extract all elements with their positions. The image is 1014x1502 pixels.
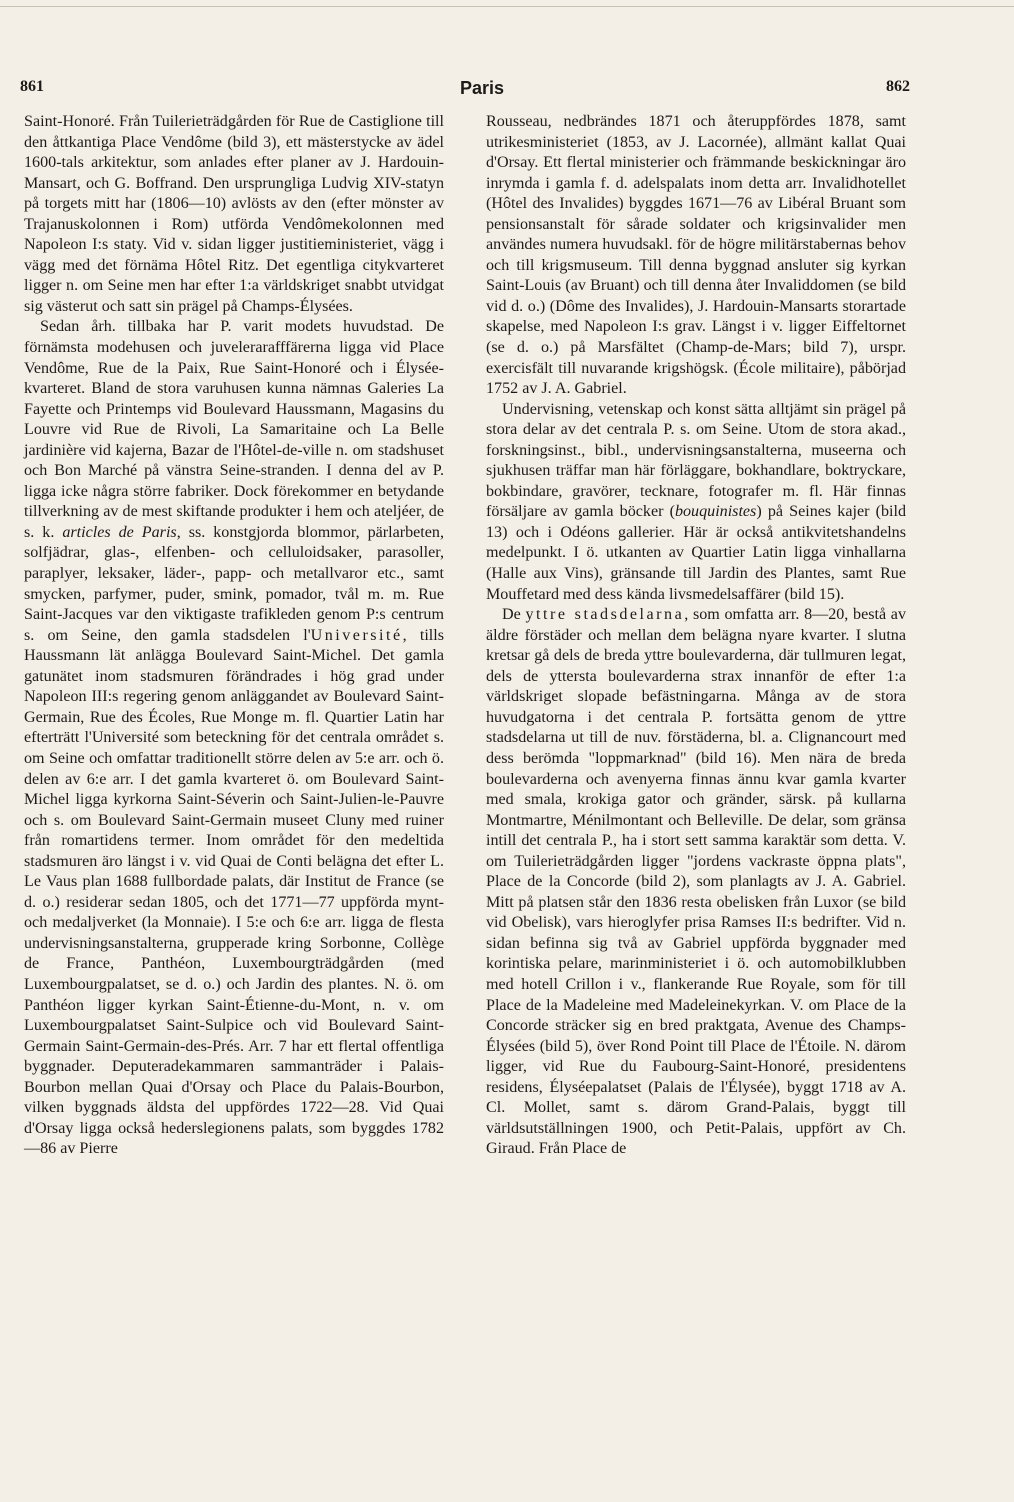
paragraph: De yttre stadsdelarna, som omfatta arr. 8—20, bestå av äldre förstäder och mellan dem belägna nyare kvarter. I slutna kretsar gå dels de breda yttre boulevarderna, där tullmuren legat, dels de yttersta boulevarderna strax innanför de efter 1:a världskriget slopade befästningarna. Många av de stora huvudgatorna i det centrala P. fortsätta genom de yttre stadsdelarna ut till de nuv. förstäderna, bl. a. Clignancourt med dess berömda "loppmarknad" (bild 16). Men nära de breda boulevarderna och avenyerna finnas ännu kvar gamla kvarter med smala, krokiga gator och gränder, särsk. på kullarna Montmartre, Ménilmontant och Belleville. De delar, som gränsa intill det centrala P., ha i stort sett samma karaktär som detta. V. om Tuilerieträdgården ligger "jordens vackraste öppna plats", Place de la Concorde (bild 2), som planlagts av J. A. Gabriel. Mitt på platsen står den 1836 resta obelisken från Luxor (se bild vid Obelisk), vars hieroglyfer prisa Ramses II:s bedrifter. Vid n. sidan befinna sig två av Gabriel uppförda byggnader med korintiska pelare, marinministeriet i ö. och automobilklubben med hotell Crillon i v., flankerande Rue Royale, som för till Place de la Madeleine med Madeleinekyrkan. V. om Place de la Concorde sträcker sig en bred praktgata, Avenue des Champs-Élysées (bild 5), över Rond Point till Place de l'Étoile. N. därom ligger, vid Rue du Faubourg-Saint-Honoré, presidentens residens, Élyséepalatset (Palais de l'Élysée), byggt 1718 av A. Cl. Mollet, samt s. därom Grand-Palais, byggt till världsutställningen 1900, och Petit-Palais, uppfört av Ch. Giraud. Från Place de bbox=[486, 606, 906, 1158]
paragraph: Saint-Honoré. Från Tuilerieträdgården för Rue de Castiglione till den åttkantiga Place Vendôme (bild 3), ett mästerstycke av ädel 1600-tals arkitektur, som anlades efter planer av J. Hardouin-Mansart, och G. Boffrand. Den ursprungliga Ludvig XIV-statyn på torgets mitt har (1806—10) avlösts av den (efter mönster av Trajanuskolonnen i Rom) utförda Vendômekolonnen med Napoleon I:s staty. Vid v. sidan ligger justitieministeriet, vägg i vägg med det förnäma Hôtel Ritz. Det egentliga citykvarteret ligger n. om Seine men har efter 1:a världskriget snabbt utvidgat sig västerut och satt sin prägel på Champs-Élysées. bbox=[24, 113, 444, 315]
page-header bbox=[20, 78, 910, 104]
spaced-term: yttre stadsdelarna bbox=[525, 606, 685, 624]
paragraph: Sedan årh. tillbaka har P. varit modets huvudstad. De förnämsta modehusen och juvelerarafffärerna ligga vid Place Vendôme, Rue de la Paix, Rue Saint-Honoré och i Élysée-kvarteret. Bland de stora varuhusen kunna nämnas Galeries La Fayette och Printemps vid Boulevard Haussmann, Magasins du Louvre vid Rue de Rivoli, La Samaritaine och La Belle jardinière vid kajerna, Bazar de l'Hôtel-de-ville n. om stadshuset och Bon Marché på vänstra Seine-stranden. I denna del av P. ligga icke några större fabriker. Dock förekommer en betydande tillverkning av de mest skiftande produkter i hem och ateljéer, de s. k. articles de Paris, ss. konstgjorda blommor, pärlarbeten, solfjädrar, glas-, elfenben- och celluloidsaker, parasoller, paraplyer, leksaker, läder-, papp- och metallvaror etc., samt smycken, parfymer, puder, smink, pomador, tvål m. m. Rue Saint-Jacques var den viktigaste trafikleden genom P:s centrum s. om Seine, den gamla stadsdelen l'Université, tills Haussmann lät anlägga Boulevard Saint-Michel. Det gamla gatunätet inom stadsmuren förändrades i hög grad under Napoleon III:s regering genom anläggandet av Boulevard Saint-Germain, Rue des Écoles, Rue Monge m. fl. Quartier Latin har efterträtt l'Université som beteckning för det centrala området s. om Seine och omfattar traditionellt större delen av 5:e arr. och ö. delen av 6:e arr. I det gamla kvarteret ö. om Boulevard Saint-Michel ligga kyrkorna Saint-Séverin och Saint-Julien-le-Pauvre och s. om Boulevard Saint-Germain museet Cluny med ruiner från romartidens termer. Inom området för den medeltida stadsmuren äro längst i v. vid Quai de Conti belägna det efter L. Le Vaus plan 1688 fullbordade palats, där Institut de France (se d. o.) residerar sedan 1805, och det 1771—77 uppförda mynt- och medaljverket (la Monnaie). I 5:e och 6:e arr. ligga de flesta undervisningsanstalterna, grupperade kring Sorbonne, Collège de France, Panthéon, Luxembourgträdgården (med Luxembourgpalatset, se d. o.) och Jardin des plantes. N. ö. om Panthéon ligger kyrkan Saint-Étienne-du-Mont, n. v. om Luxembourgpalatset Saint-Sulpice och vid Boulevard Saint-Germain Saint-Germain-des-Prés. Arr. 7 har ett flertal offentliga byggnader. Deputeradekammaren sammanträder i Palais-Bourbon mellan Quai d'Orsay och Place du Palais-Bourbon, vilken byggnads äldsta del uppfördes 1722—28. Vid Quai d'Orsay ligga också hederslegionens palats, som byggdes 1782—86 av Pierre bbox=[24, 318, 444, 1158]
spaced-term: Université bbox=[310, 626, 403, 644]
page-number-left: 861 bbox=[20, 78, 44, 95]
running-title: Paris bbox=[460, 78, 505, 98]
italic-term: articles de Paris bbox=[62, 523, 177, 541]
paragraph: Rousseau, nedbrändes 1871 och återuppfördes 1878, samt utrikesministeriet (1853, av J. Lacornée), allmänt kallat Quai d'Orsay. Ett flertal ministerier och främmande beskickningar äro inrymda i gamla f. d. adelspalats inom detta arr. Invalidhotellet (Hôtel des Invalides) byggdes 1671—76 av Libéral Bruant som pensionsanstalt för sårade soldater och krigsinvalider men användes numera huvudsakl. för de högre militärstabernas behov och till krigsmuseum. Till denna byggnad ansluter sig kyrkan Saint-Louis (av Bruant) och till denna åter Invaliddomen (se bild vid d. o.) (Dôme des Invalides), J. Hardouin-Mansarts storartade skapelse, med Napoleon I:s grav. Längst i v. ligger Eiffeltornet (se d. o.) på Marsfältet (Champ-de-Mars; bild 7), urspr. exercisfält till nuvarande krigshögsk. (École militaire), påbörjad 1752 av J. A. Gabriel. bbox=[486, 113, 906, 398]
top-edge-rule bbox=[0, 6, 1014, 7]
italic-term: bouquinistes bbox=[674, 503, 757, 521]
paragraph: Undervisning, vetenskap och konst sätta alltjämt sin prägel på stora delar av det centrala P. s. om Seine. Utom de stora akad., forskningsinst., bibl., undervisningsanstalterna, museerna och sjukhusen träffar man här förläggare, bokhandlare, boktryckare, bokbindare, gravörer, tecknare, fotografer m. fl. Här finnas försäljare av gamla böcker (bouquinistes) på Seines kajer (bild 13) och i Odéons gallerier. Här är också antikvitetshandelns medelpunkt. I ö. utkanten av Quartier Latin ligga vinhallarna (Halle aux Vins), gränsande till Jardin des Plantes, samt Rue Mouffetard med dess kända livsmedelsaffärer (bild 15). bbox=[486, 400, 906, 603]
right-column bbox=[486, 112, 906, 1160]
left-column bbox=[24, 112, 444, 1160]
page-number-right: 862 bbox=[886, 78, 910, 95]
